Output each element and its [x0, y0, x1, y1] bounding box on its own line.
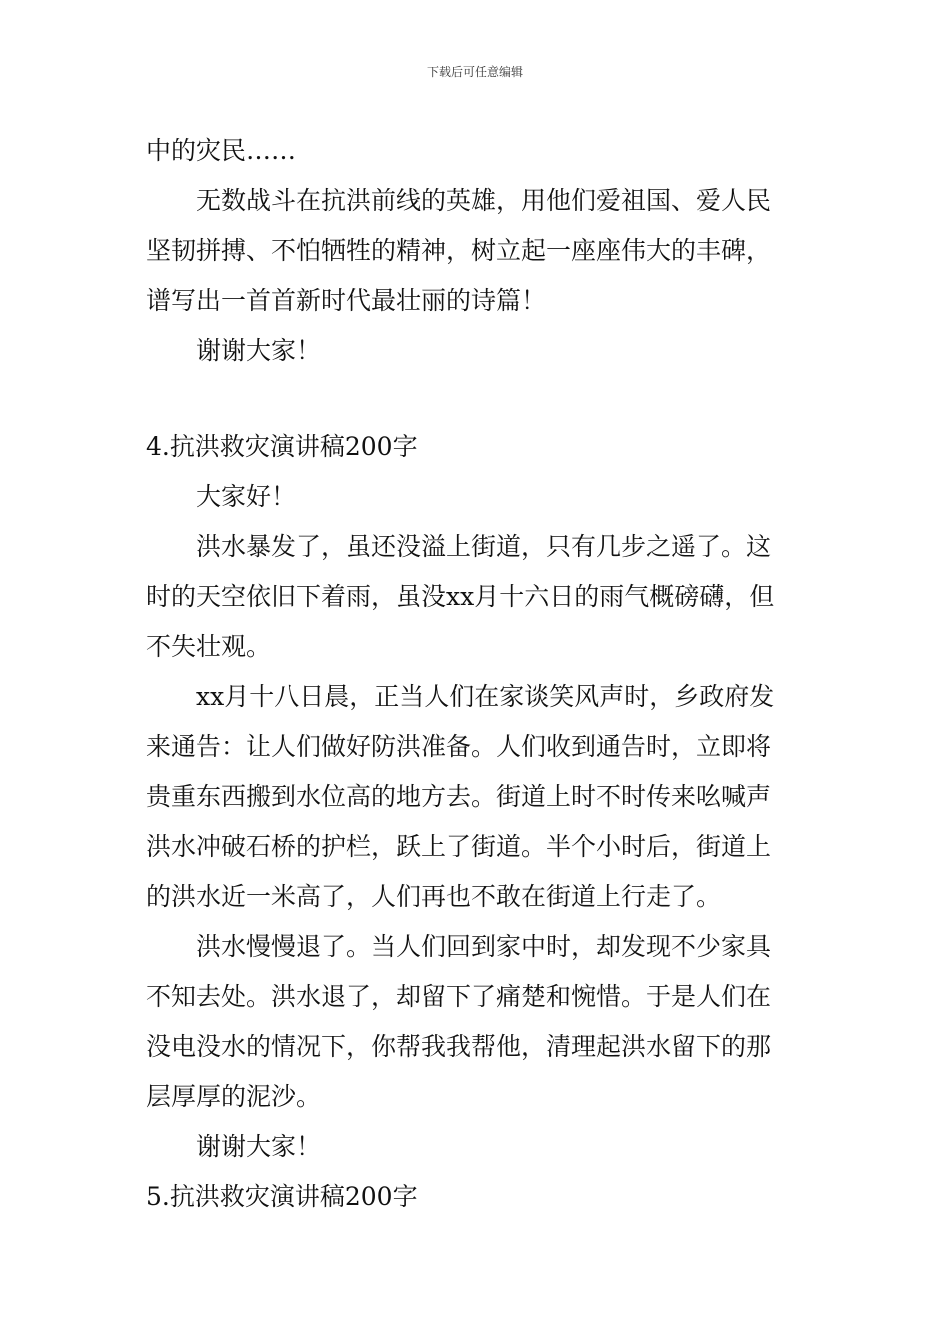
- text-line: 洪水暴发了，虽还没溢上街道，只有几步之遥了。这: [196, 532, 772, 561]
- section-heading: 5.抗洪救灾演讲稿200字: [146, 1182, 418, 1211]
- text-line: 大家好！: [196, 482, 297, 511]
- text-line: 的洪水近一米高了，人们再也不敢在街道上行走了。: [146, 882, 722, 911]
- text-line: 洪水冲破石桥的护栏，跃上了街道。半个小时后，街道上: [146, 832, 772, 861]
- text-line: 贵重东西搬到水位高的地方去。街道上时不时传来吆喊声: [146, 782, 772, 811]
- text-line: 层厚厚的泥沙。: [146, 1082, 322, 1111]
- text-line: 时的天空依旧下着雨，虽没xx月十六日的雨气概磅礴，但: [146, 582, 775, 611]
- text-line: 谢谢大家！: [196, 336, 322, 365]
- section-gap: [146, 376, 810, 422]
- text-line: 来通告：让人们做好防洪准备。人们收到通告时，立即将: [146, 732, 772, 761]
- text-line: 谢谢大家！: [196, 1132, 322, 1161]
- text-line: 坚韧拼搏、不怕牺牲的精神，树立起一座座伟大的丰碑，: [146, 236, 772, 265]
- text-line: xx月十八日晨，正当人们在家谈笑风声时，乡政府发: [196, 682, 775, 711]
- text-line: 洪水慢慢退了。当人们回到家中时，却发现不少家具: [196, 932, 772, 961]
- section-heading: 4.抗洪救灾演讲稿200字: [146, 432, 418, 461]
- text-line: 不知去处。洪水退了，却留下了痛楚和惋惜。于是人们在: [146, 982, 772, 1011]
- page-header: 下载后可任意编辑: [426, 65, 523, 79]
- text-line: 没电没水的情况下，你帮我我帮他，清理起洪水留下的那: [146, 1032, 772, 1061]
- text-line: 无数战斗在抗洪前线的英雄，用他们爱祖国、爱人民: [196, 186, 772, 215]
- text-line: 不失壮观。: [146, 632, 272, 661]
- document-body: [146, 126, 810, 1222]
- text-line: 中的灾民……: [146, 136, 297, 165]
- text-line: 谱写出一首首新时代最壮丽的诗篇！: [146, 286, 547, 315]
